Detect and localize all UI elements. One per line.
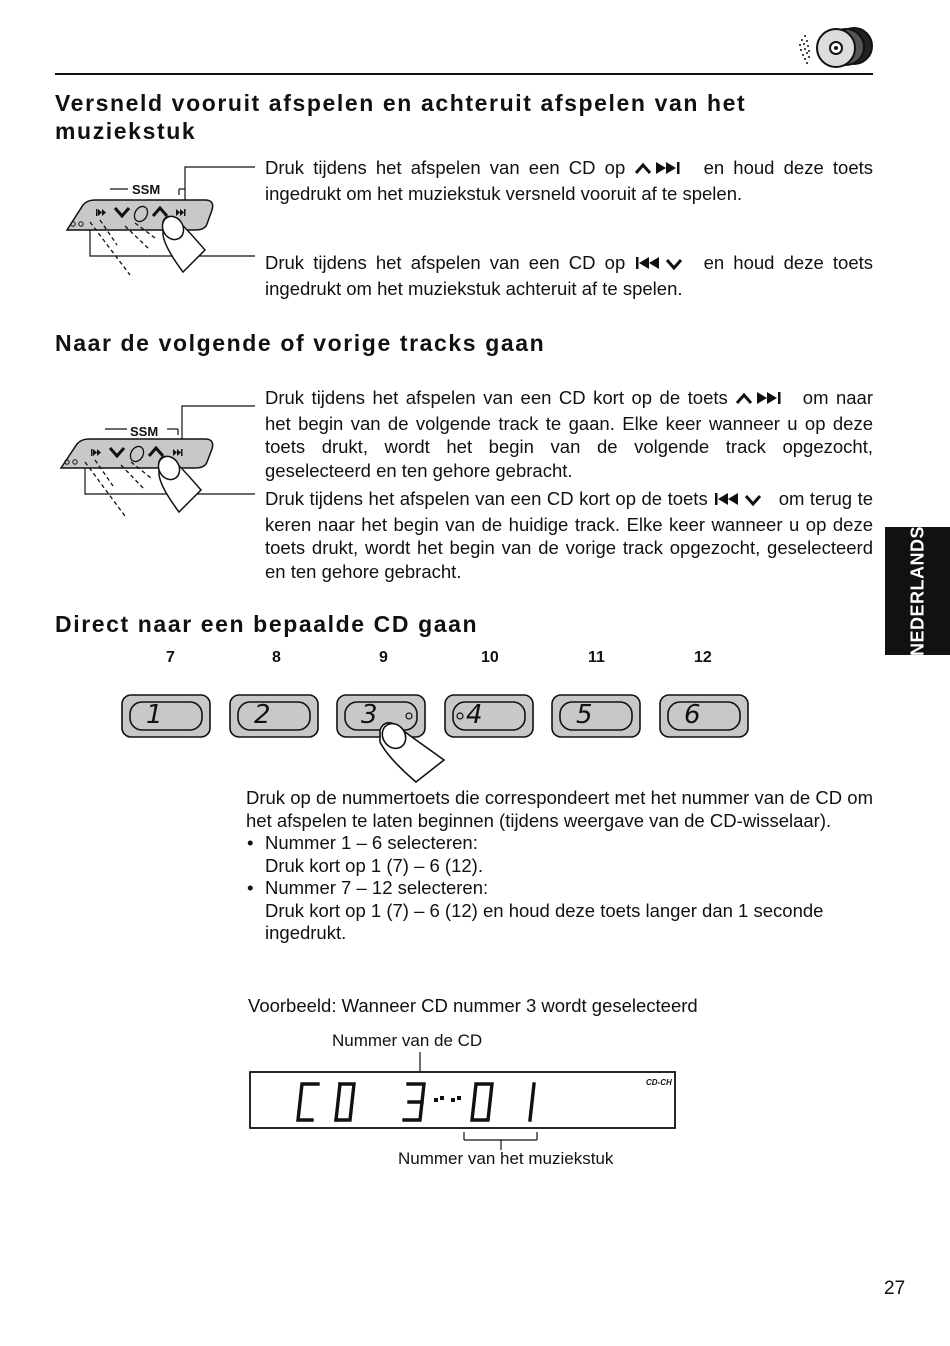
ff-p2-text-a: Druk tijdens het afspelen van een CD op: [265, 252, 626, 273]
tracks-p1-text-b: om naar het begin van de volgende track te gaan. Elke keer wanneer u op deze toets drukt, wordt het begin van de volgende track opgezocht, geselecteerd en ten gehore gebracht.: [265, 387, 874, 481]
bullet-body: Druk kort op 1 (7) – 6 (12) en houd deze toets langer dan 1 seconde ingedrukt.: [265, 899, 824, 943]
prev-down-icon: [713, 489, 773, 513]
header-rule: [55, 73, 873, 75]
title-line-2: muziekstuk: [55, 118, 197, 144]
top-number-9: 9: [379, 649, 388, 666]
tracks-paragraph-2: [265, 487, 873, 583]
ssm-label-2: SSM: [130, 424, 159, 439]
bullet-body: Druk kort op 1 (7) – 6 (12).: [265, 854, 483, 876]
tracks-p1-text-a: Druk tijdens het afspelen van een CD kort op de toets: [265, 387, 728, 408]
prev-down-icon: [634, 253, 694, 277]
page-number: 27: [884, 1278, 906, 1299]
example-label: Voorbeeld: Wanneer CD nummer 3 wordt geselecteerd: [248, 995, 698, 1016]
ff-p1-text-b: en houd deze toets ingedrukt om het muziekstuk versneld vooruit af te spelen.: [265, 157, 873, 204]
cd-ch-indicator: CD-CH: [646, 1078, 672, 1087]
number-keys-illustration: [118, 690, 758, 785]
top-number-11: 11: [588, 649, 605, 666]
number-key-1[interactable]: 1: [146, 700, 163, 730]
section-title-fast-forward: [55, 89, 855, 145]
language-tab: [885, 527, 950, 655]
ssm-label: SSM: [132, 182, 161, 197]
top-number-7: 7: [166, 649, 175, 666]
bullet-head: • Nummer 7 – 12 selecteren:: [265, 877, 489, 898]
direct-bullets: [246, 832, 873, 945]
cd-changer-icon: [796, 24, 874, 70]
lcd-display-illustration: [248, 1052, 678, 1152]
ff-paragraph-1: [265, 156, 873, 205]
ff-paragraph-2: [265, 251, 873, 300]
cd-number-label: Nummer van de CD: [332, 1031, 483, 1050]
up-next-icon: [634, 158, 694, 182]
number-key-6[interactable]: 6: [684, 700, 701, 730]
bullet-item: [246, 832, 873, 877]
number-key-3[interactable]: 3: [361, 700, 378, 730]
number-key-5[interactable]: 5: [576, 700, 593, 730]
control-panel-illustration-2: [55, 402, 265, 522]
track-number-label: Nummer van het muziekstuk: [398, 1149, 614, 1168]
direct-intro: Druk op de nummertoets die correspondeert met het nummer van de CD om het afspelen te laten beginnen (tijdens weergave van de CD-wisselaar).: [246, 787, 873, 831]
title-line-1: Versneld vooruit afspelen en achteruit afspelen van het: [55, 90, 747, 116]
up-next-icon: [735, 388, 795, 412]
section-title-tracks: Naar de volgende of vorige tracks gaan: [55, 330, 546, 356]
tracks-paragraph-1: [265, 386, 873, 482]
number-key-4[interactable]: 4: [466, 700, 483, 730]
ff-p1-text-a: Druk tijdens het afspelen van een CD op: [265, 157, 626, 178]
language-tab-label: NEDERLANDS: [907, 525, 927, 657]
direct-instructions: [246, 787, 873, 945]
top-number-12: 12: [694, 649, 712, 666]
tracks-p2-text-b: om terug te keren naar het begin van de huidige track. Elke keer wanneer u op deze toets drukt, wordt het begin van de vorige track opgezocht, geselecteerd en ten gehore gebracht.: [265, 488, 873, 582]
bullet-item: [246, 877, 873, 945]
ff-p2-text-b: en houd deze toets ingedrukt om het muziekstuk achteruit af te spelen.: [265, 252, 873, 299]
number-key-2[interactable]: 2: [254, 700, 271, 730]
section-title-direct-cd: Direct naar een bepaalde CD gaan: [55, 611, 479, 637]
top-number-8: 8: [272, 649, 281, 666]
bullet-head: • Nummer 1 – 6 selecteren:: [265, 832, 478, 853]
tracks-p2-text-a: Druk tijdens het afspelen van een CD kort op de toets: [265, 488, 708, 509]
control-panel-illustration: [55, 160, 265, 280]
top-number-10: 10: [481, 649, 499, 666]
